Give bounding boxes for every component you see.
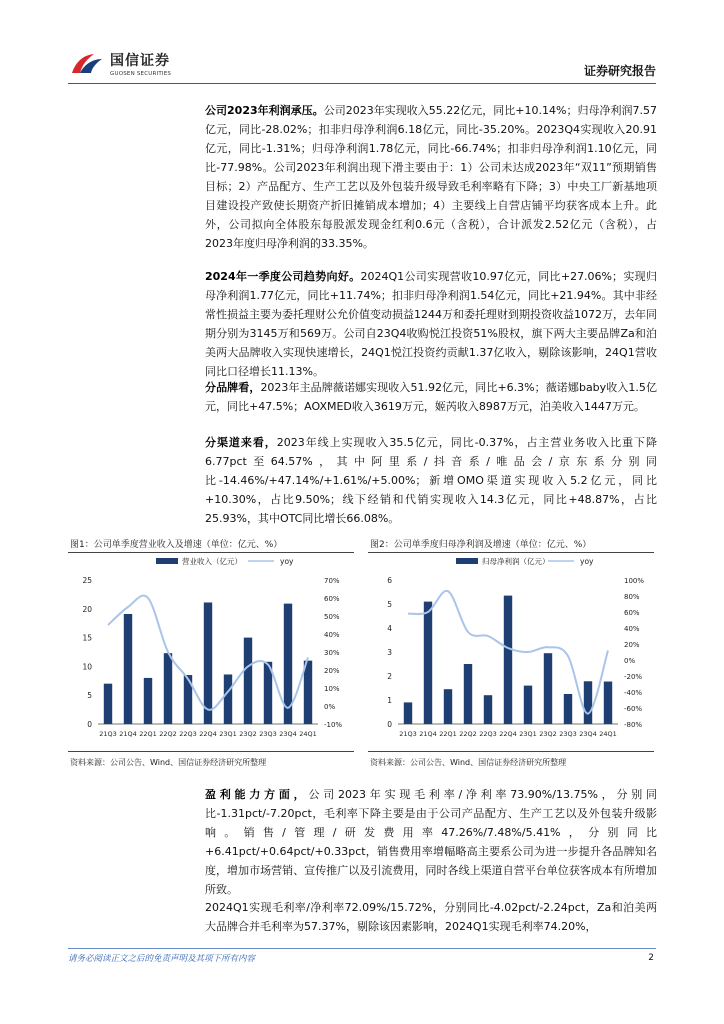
y-left-tick-label: 10 [82, 662, 92, 672]
figure-title-divider [368, 552, 654, 553]
paragraph-heading: 公司2023年利润承压。 [205, 104, 324, 117]
legend-label-line: yoy [280, 557, 294, 566]
x-tick-label: 23Q3 [259, 730, 277, 738]
paragraph-heading: 分渠道来看， [205, 436, 277, 449]
paragraph-2024q1 [205, 267, 657, 381]
y-right-tick-label: -40% [624, 689, 643, 697]
y-left-tick-label: 20 [82, 604, 92, 614]
y-right-tick-label: 70% [324, 577, 340, 585]
bar [164, 653, 172, 724]
report-type-label: 证券研究报告 [583, 64, 656, 78]
legend-swatch-bar [456, 558, 478, 564]
figure-source-divider [368, 751, 654, 752]
page-number: 2 [648, 953, 654, 963]
y-left-tick-label: 1 [387, 696, 392, 705]
y-right-tick-label: 20% [624, 641, 640, 649]
x-tick-label: 22Q1 [439, 730, 457, 738]
y-right-tick-label: 0% [624, 657, 636, 665]
bar [104, 684, 112, 724]
bar [504, 596, 512, 724]
paragraph-by-channel [205, 433, 657, 528]
bar [584, 681, 592, 724]
x-tick-label: 23Q4 [579, 730, 597, 738]
footer-divider [68, 948, 656, 949]
header-divider [68, 83, 656, 84]
y-left-tick-label: 5 [87, 691, 92, 701]
paragraph-text: 公司2023年实现毛利率/净利率73.90%/13.75%，分别同比-1.31pct/-7.20pct，毛利率下降主要是由于公司产品配方、生产工艺以及外包装升级影响。销售/管理/研发费用率47.26%/7.48%/5.41%，分别同比+6.41pct/+0.64pct/+0.33pct，销售费用率增幅略高主要系公司为进一步提升各品牌知名度，增加市场营销、宣传推广以及引流费用，同时各线上渠道自营平台单位获客成本有所增加所致。 [205, 788, 658, 896]
disclaimer-note: 请务必阅读正文之后的免责声明及其项下所有内容 [68, 954, 256, 964]
guosen-logo [70, 50, 171, 77]
x-tick-label: 22Q2 [459, 730, 477, 738]
x-tick-label: 22Q4 [199, 730, 217, 738]
guosen-emblem-icon [70, 51, 104, 77]
x-tick-label: 23Q2 [539, 730, 557, 738]
y-right-tick-label: -20% [624, 673, 643, 681]
y-right-tick-label: 10% [324, 685, 340, 693]
page-header [0, 0, 724, 90]
paragraph-2024q1-margin [205, 898, 657, 936]
paragraph-heading: 分品牌看， [205, 381, 261, 394]
bar [144, 678, 152, 724]
y-right-tick-label: 30% [324, 649, 340, 657]
x-tick-label: 21Q3 [399, 730, 417, 738]
y-left-tick-label: 5 [387, 600, 392, 609]
bar [124, 614, 132, 724]
paragraph-text: 公司2023年实现收入55.22亿元，同比+10.14%；归母净利润7.57亿元，同比-28.02%；扣非归母净利润6.18亿元，同比-35.20%。2023Q4实现收入20.91亿元，同比-1.31%；归母净利润1.78亿元，同比-66.74%；扣非归母净利润1.10亿元，同比-77.98%。公司2023年利润出现下滑主要由于：1）公司未达成2023年“双11”预期销售目标；2）产品配方、生产工艺以及外包装升级导致毛利率略有下降；3）中央工厂新基地项目建设投产致使长期资产折旧摊销成本增加；4）主要线上自营店铺平均获客成本上升。此外，公司拟向全体股东每股派发现金红利0.6元（含税），合计派发2.52亿元（含税），占2023年度归母净利润的33.35%。 [205, 104, 657, 250]
bar [524, 686, 532, 724]
y-left-tick-label: 15 [82, 633, 92, 643]
bar [404, 702, 412, 724]
paragraph-profitability [205, 785, 657, 899]
figure-source: 资料来源：公司公告、Wind、国信证券经济研究所整理 [370, 758, 567, 767]
x-tick-label: 22Q2 [159, 730, 177, 738]
legend-swatch-bar [156, 558, 178, 564]
bar [544, 653, 552, 724]
logo-name-cn: 国信证券 [110, 53, 170, 69]
y-right-tick-label: 40% [624, 625, 640, 633]
x-tick-label: 23Q1 [519, 730, 537, 738]
x-tick-label: 23Q1 [219, 730, 237, 738]
figure-title: 图1：公司单季度营业收入及增速（单位：亿元、%） [70, 540, 283, 550]
bar [204, 602, 212, 724]
paragraph-heading: 盈利能力方面， [205, 788, 309, 801]
x-tick-label: 22Q4 [499, 730, 517, 738]
paragraph-text: 2023年线上实现收入35.5亿元，同比-0.37%，占主营业务收入比重下降6.77pct至64.57%，其中阿里系/抖音系/唯品会/京东系分别同比-14.46%/+47.14%/+1.61%/+5.00%；新增OMO渠道实现收入5.2亿元，同比+10.30%，占比9.50%；线下经销和代销实现收入14.3亿元，同比+48.87%，占比25.93%，其中OTC同比增长66.08%。 [205, 436, 658, 525]
bar [244, 638, 252, 724]
x-tick-label: 22Q1 [139, 730, 157, 738]
bar [304, 661, 312, 724]
legend-label-line: yoy [580, 557, 594, 566]
x-tick-label: 21Q4 [419, 730, 437, 738]
revenue-chart [68, 554, 354, 750]
x-tick-label: 24Q1 [599, 730, 617, 738]
y-right-tick-label: 60% [324, 595, 340, 603]
y-left-tick-label: 0 [387, 720, 392, 729]
y-right-tick-label: -60% [624, 705, 643, 713]
bar [424, 602, 432, 724]
bar [224, 674, 232, 724]
paragraph-by-brand [205, 378, 657, 416]
y-right-tick-label: 100% [624, 577, 645, 585]
paragraph-profit-2023 [205, 101, 657, 253]
paragraph-text: 2023年主品牌薇诺娜实现收入51.92亿元，同比+6.3%；薇诺娜baby收入1.5亿元，同比+47.5%；AOXMED收入3619万元，姬芮收入8987万元，泊美收入1447万元。 [205, 381, 658, 413]
figure-title: 图2：公司单季度归母净利润及增速（单位：亿元、%） [370, 540, 592, 550]
bar [564, 694, 572, 724]
figure-net-profit [368, 538, 654, 770]
y-right-tick-label: 80% [624, 593, 640, 601]
net-profit-chart [368, 554, 654, 750]
paragraph-text: 2024Q1公司实现营收10.97亿元，同比+27.06%；实现归母净利润1.77亿元，同比+11.74%；扣非归母净利润1.54亿元，同比+21.94%。其中非经常性损益主要为委托理财公允价值变动损益1244万和委托理财到期投资收益1072万，去年同期分别为3145万和569万。公司自23Q4收购悦江投资51%股权，旗下两大主要品牌Za和泊美两大品牌收入实现快速增长，24Q1悦江投资约贡献1.37亿收入，剔除该影响，24Q1营收同比口径增长11.13%。 [205, 270, 657, 378]
bar [444, 689, 452, 724]
y-left-tick-label: 4 [387, 624, 392, 633]
y-right-tick-label: 40% [324, 631, 340, 639]
x-tick-label: 21Q4 [119, 730, 137, 738]
x-tick-label: 22Q3 [479, 730, 497, 738]
legend-label-bar: 营业收入（亿元） [182, 557, 242, 566]
paragraph-heading: 2024年一季度公司趋势向好。 [205, 270, 361, 283]
y-right-tick-label: 0% [324, 703, 336, 711]
bar [604, 682, 612, 724]
y-right-tick-label: -10% [324, 721, 343, 729]
x-tick-label: 23Q2 [239, 730, 257, 738]
y-left-tick-label: 2 [387, 672, 392, 681]
y-left-tick-label: 25 [82, 576, 92, 585]
y-right-tick-label: 20% [324, 667, 340, 675]
x-tick-label: 21Q3 [99, 730, 117, 738]
bar [464, 664, 472, 724]
y-right-tick-label: 50% [324, 613, 340, 621]
y-right-tick-label: -80% [624, 721, 643, 729]
x-tick-label: 24Q1 [299, 730, 317, 738]
x-tick-label: 22Q3 [179, 730, 197, 738]
y-left-tick-label: 3 [387, 648, 392, 657]
legend-label-bar: 归母净利润（亿元） [482, 557, 550, 566]
y-left-tick-label: 6 [387, 576, 392, 585]
figure-title-divider [68, 552, 354, 553]
figure-source-divider [68, 751, 354, 752]
x-tick-label: 23Q4 [279, 730, 297, 738]
figure-source: 资料来源：公司公告、Wind、国信证券经济研究所整理 [70, 758, 267, 767]
figure-revenue [68, 538, 354, 770]
bar [484, 695, 492, 724]
y-right-tick-label: 60% [624, 609, 640, 617]
paragraph-text: 2024Q1实现毛利率/净利率72.09%/15.72%，分别同比-4.02pct/-2.24pct，Za和泊美两大品牌合并毛利率为57.37%，剔除该因素影响，2024Q1实现毛利率74.20%， [205, 901, 657, 933]
y-left-tick-label: 0 [87, 720, 92, 729]
x-tick-label: 23Q3 [559, 730, 577, 738]
logo-name-en: GUOSEN SECURITIES [110, 71, 172, 77]
